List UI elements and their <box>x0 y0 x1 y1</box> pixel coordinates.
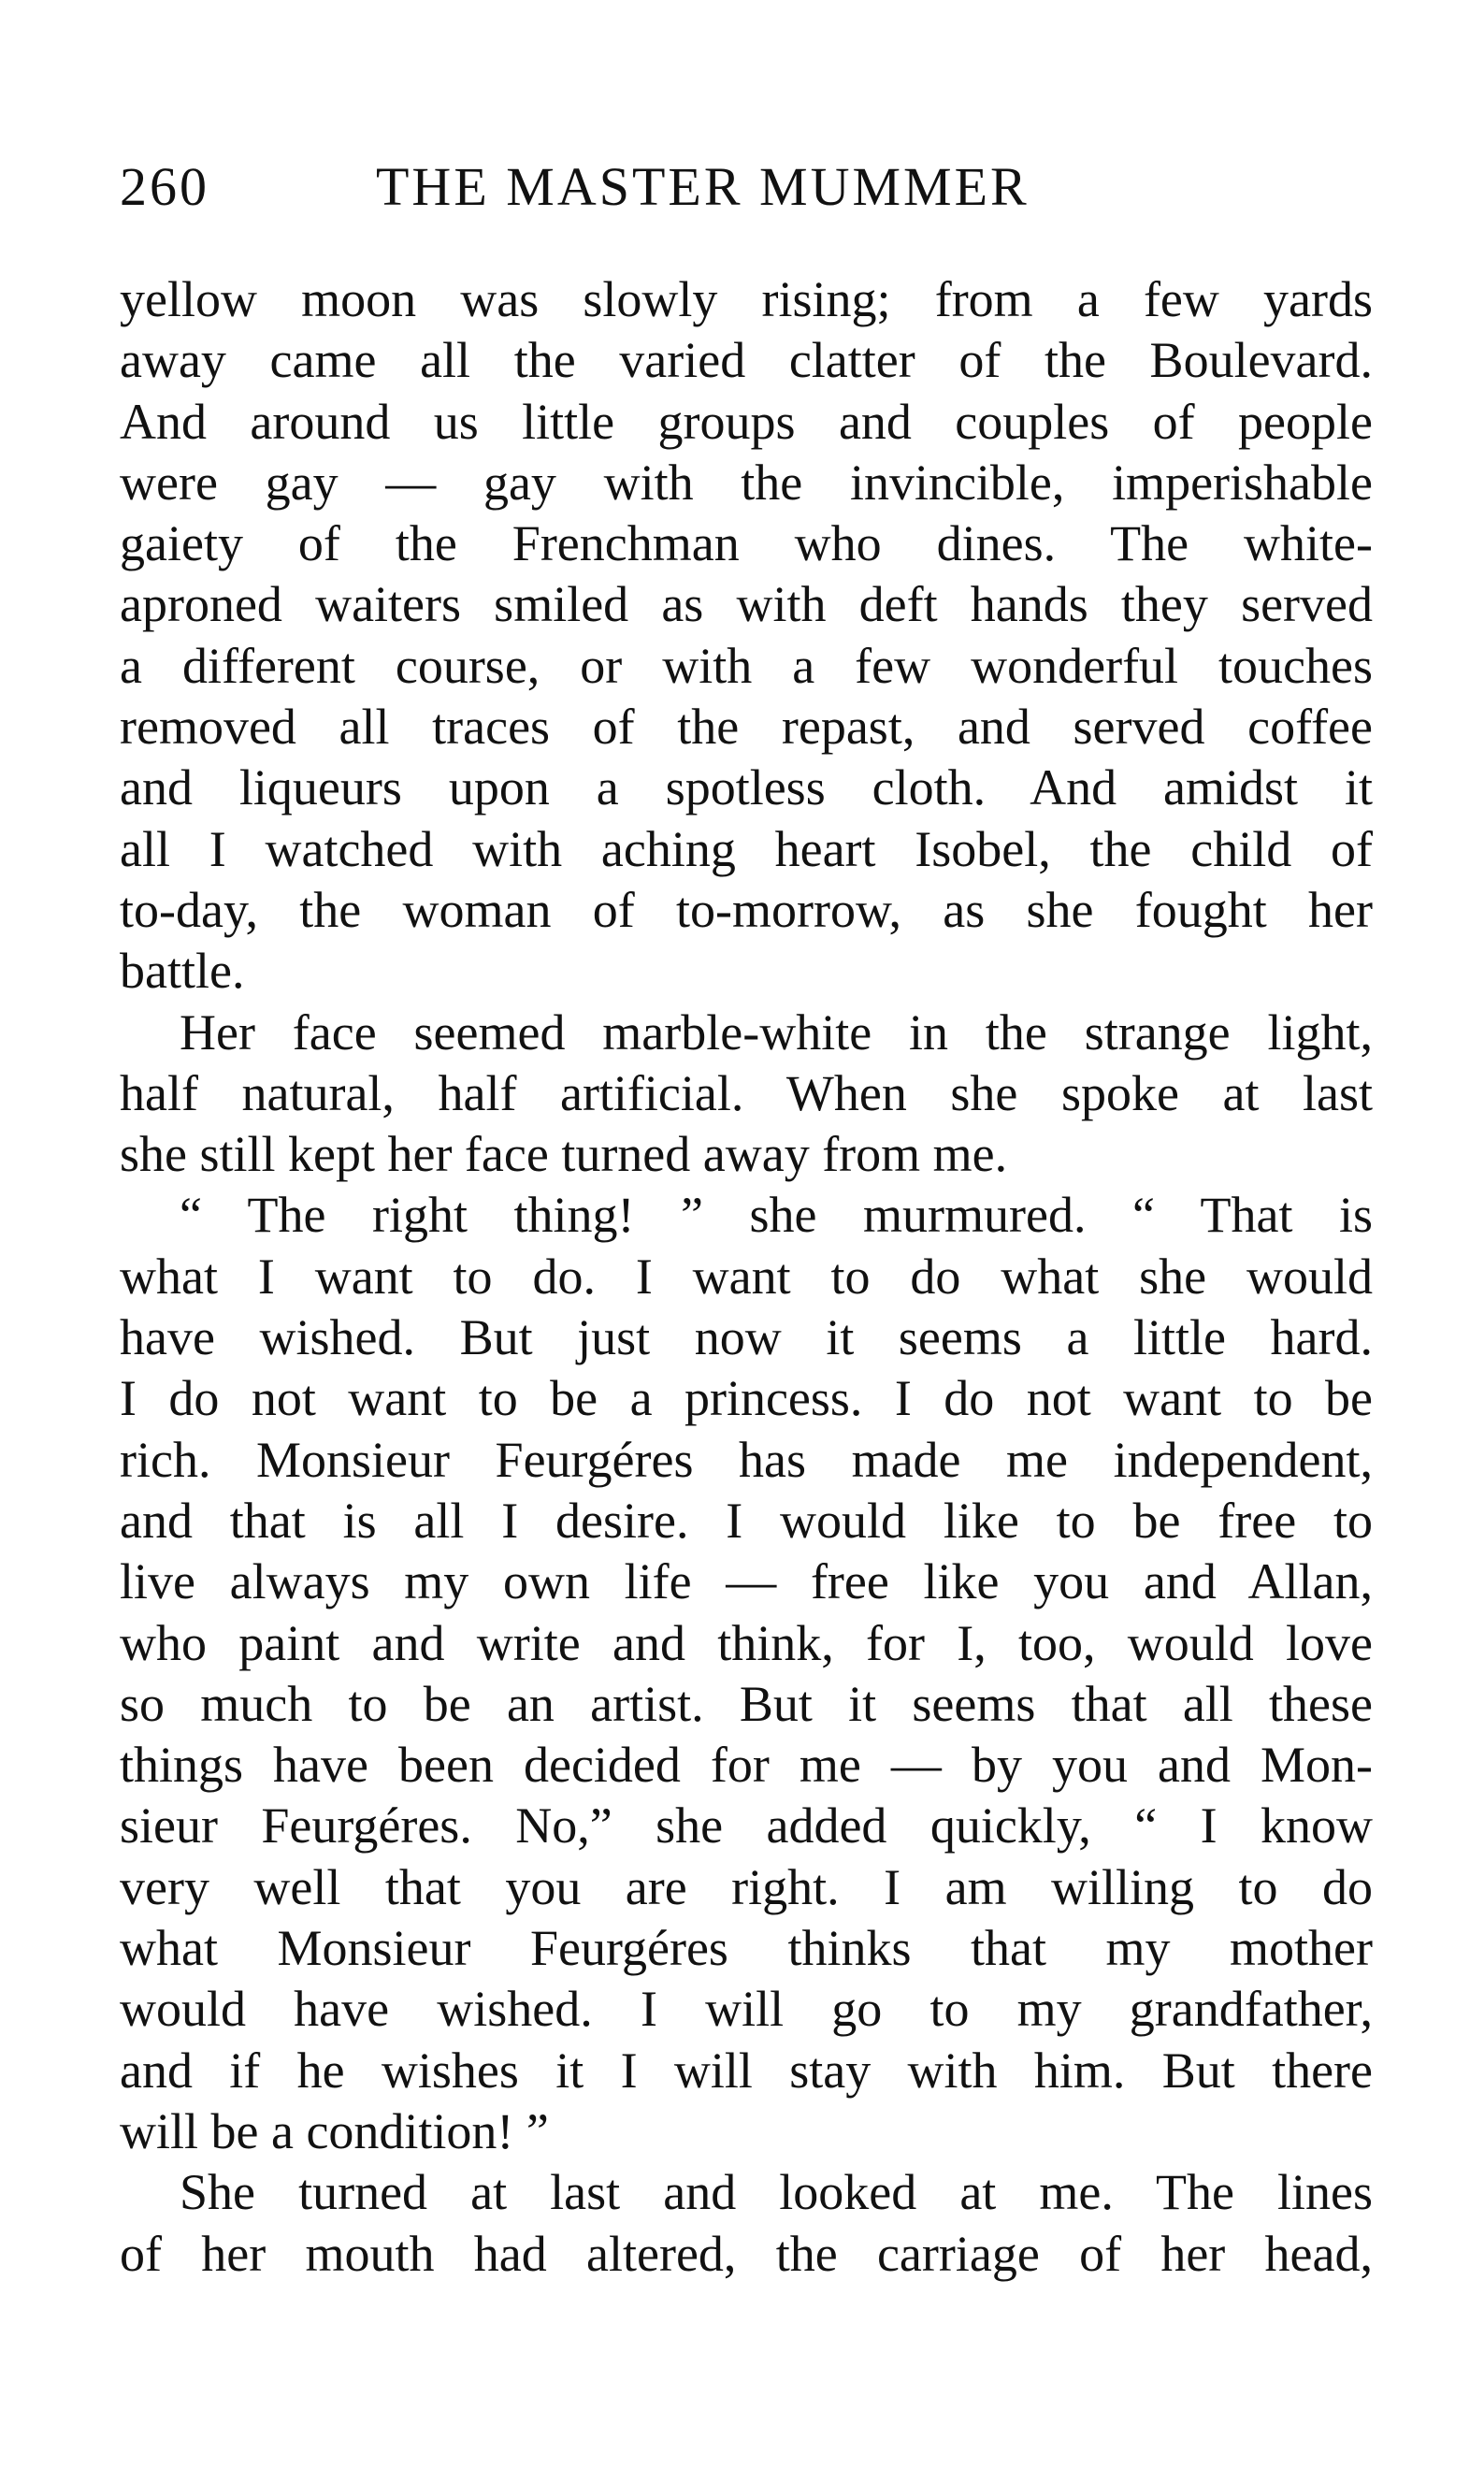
text-line: Her face seemed marble-white in the strange light, <box>180 1003 1373 1061</box>
running-title: THE MASTER MUMMER <box>376 156 1030 217</box>
text-line: live always my own life — free like you and Allan, <box>120 1553 1373 1610</box>
text-line: were gay — gay with the invincible, imperishable <box>120 454 1373 511</box>
text-line: what I want to do. I want to do what she would <box>120 1248 1373 1305</box>
text-line: things have been decided for me — by you and Mon- <box>120 1737 1373 1794</box>
text-line: of her mouth had altered, the carriage of her head, <box>120 2225 1373 2282</box>
text-line: battle. <box>120 943 245 1000</box>
text-line: and liqueurs upon a spotless cloth. And amidst it <box>120 759 1373 816</box>
page-number: 260 <box>120 156 209 217</box>
text-line: and that is all I desire. I would like to be free to <box>120 1492 1373 1549</box>
text-line: aproned waiters smiled as with deft hands they served <box>120 576 1373 633</box>
text-line: and if he wishes it I will stay with him. But there <box>120 2042 1373 2099</box>
text-line: away came all the varied clatter of the Boulevard. <box>120 332 1373 389</box>
text-line: would have wished. I will go to my grandfather, <box>120 1981 1373 2038</box>
text-line: rich. Monsieur Feurgéres has made me independent, <box>120 1431 1373 1488</box>
running-head <box>120 150 1373 224</box>
body-text <box>120 269 1373 2285</box>
text-line: to-day, the woman of to-morrow, as she fought her <box>120 881 1373 938</box>
text-line: so much to be an artist. But it seems that all these <box>120 1675 1373 1732</box>
text-line: have wished. But just now it seems a little hard. <box>120 1309 1373 1366</box>
text-line: And around us little groups and couples of people <box>120 393 1373 450</box>
text-line: what Monsieur Feurgéres thinks that my mother <box>120 1920 1373 1977</box>
text-line: sieur Feurgéres. No,” she added quickly, “ I know <box>120 1797 1373 1855</box>
text-line: who paint and write and think, for I, too, would love <box>120 1614 1373 1671</box>
text-line: will be a condition! ” <box>120 2102 549 2159</box>
text-line: “ The right thing! ” she murmured. “ That is <box>180 1187 1373 1244</box>
text-line: she still kept her face turned away from me. <box>120 1126 1008 1183</box>
text-line: She turned at last and looked at me. The lines <box>180 2164 1373 2221</box>
text-line: all I watched with aching heart Isobel, the child of <box>120 820 1373 877</box>
text-line: yellow moon was slowly rising; from a few yards <box>120 271 1373 327</box>
text-line: I do not want to be a princess. I do not want to be <box>120 1370 1373 1427</box>
text-line: half natural, half artificial. When she spoke at last <box>120 1064 1373 1121</box>
text-line: removed all traces of the repast, and served coffee <box>120 699 1373 756</box>
text-line: a different course, or with a few wonderful touches <box>120 637 1373 694</box>
text-line: very well that you are right. I am willing to do <box>120 1858 1373 1915</box>
text-line: gaiety of the Frenchman who dines. The white- <box>120 515 1373 572</box>
